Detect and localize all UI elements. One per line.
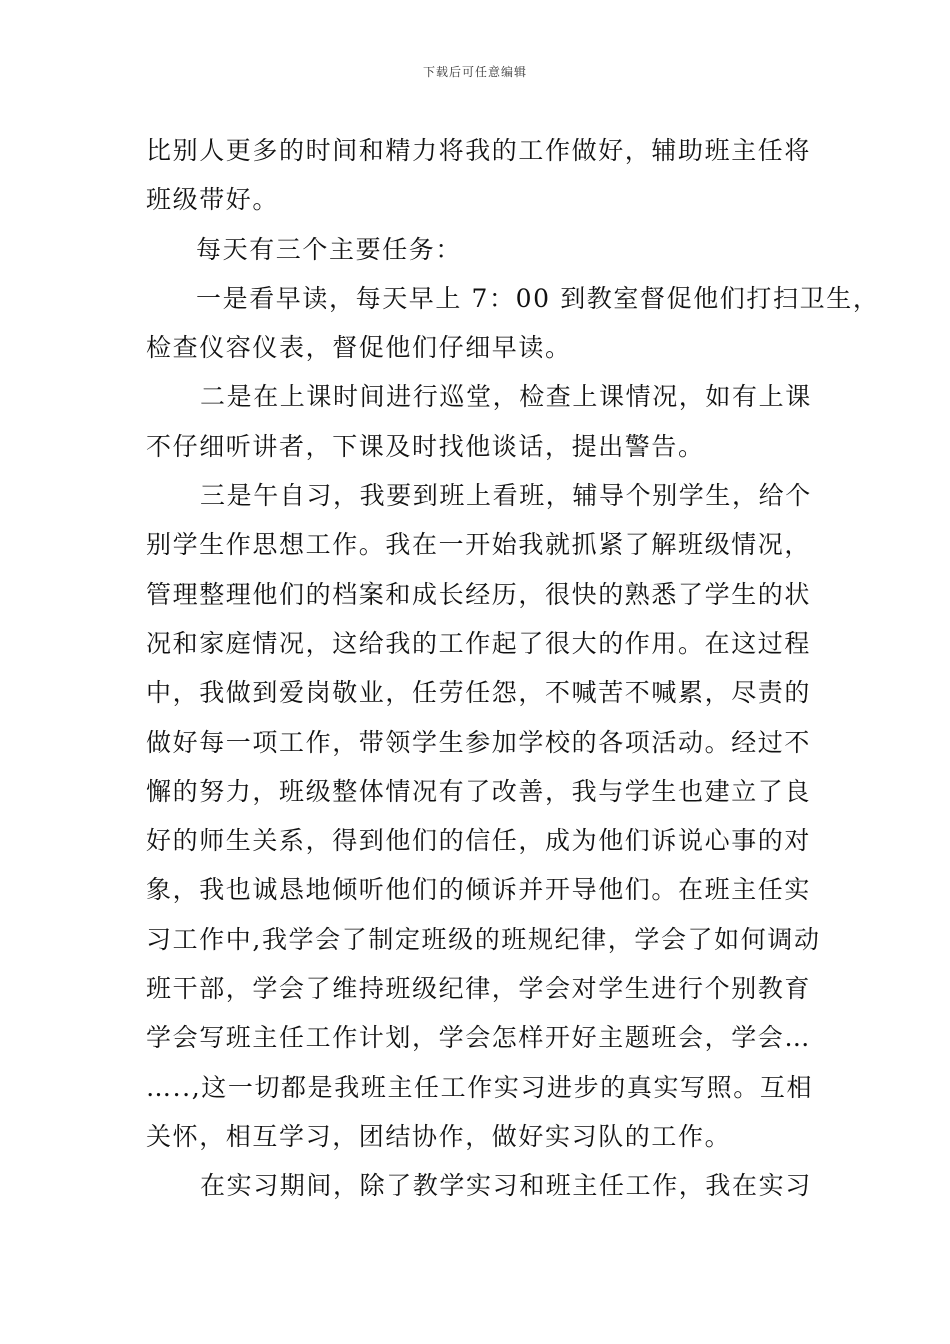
text-line: 习工作中,我学会了制定班级的班规纪律，学会了如何调动 [146,924,821,954]
text-line: 班级带好。 [146,185,280,215]
body-text [146,126,880,1211]
text-line: 比别人更多的时间和精力将我的工作做好，辅助班主任将 [146,136,812,165]
paragraph-line: 一是看早读，每天早上 7：00 到教室督促他们打扫卫生， [196,283,880,313]
text-line: 管理整理他们的档案和成长经历，很快的熟悉了学生的状 [146,579,812,609]
text-line: 懈的努力，班级整体情况有了改善，我与学生也建立了良 [146,776,812,806]
text-line: 好的师生关系，得到他们的信任，成为他们诉说心事的对 [146,826,812,856]
text-line: 别学生作思想工作。我在一开始我就抓紧了解班级情况， [146,530,812,560]
paragraph-line: 在实习期间，除了教学实习和班主任工作，我在实习 [200,1171,812,1201]
page-header: 下载后可任意编辑 [422,65,527,79]
text-line: 做好每一项工作，带领学生参加学校的各项活动。经过不 [146,727,812,757]
text-line: 况和家庭情况，这给我的工作起了很大的作用。在这过程 [146,628,812,658]
text-line: 象，我也诚恳地倾听他们的倾诉并开导他们。在班主任实 [146,875,812,905]
text-line: 检查仪容仪表，督促他们仔细早读。 [146,333,572,363]
text-line: 中，我做到爱岗敬业，任劳任怨，不喊苦不喊累，尽责的 [146,678,812,708]
text-line: 学会写班主任工作计划，学会怎样开好主题班会，学会… [146,1023,812,1053]
paragraph-line: 每天有三个主要任务： [196,234,463,264]
text-line: 不仔细听讲者，下课及时找他谈话，提出警告。 [146,431,705,461]
text-line: 班干部，学会了维持班级纪律，学会对学生进行个别教育 [146,974,812,1004]
text-line: 关怀，相互学习，团结协作，做好实习队的工作。 [146,1121,732,1151]
text-line: …..,这一切都是我班主任工作实习进步的真实写照。互相 [146,1072,814,1102]
paragraph-line: 二是在上课时间进行巡堂，检查上课情况，如有上课 [200,382,812,412]
paragraph-line: 三是午自习，我要到班上看班，辅导个别学生，给个 [200,481,812,511]
